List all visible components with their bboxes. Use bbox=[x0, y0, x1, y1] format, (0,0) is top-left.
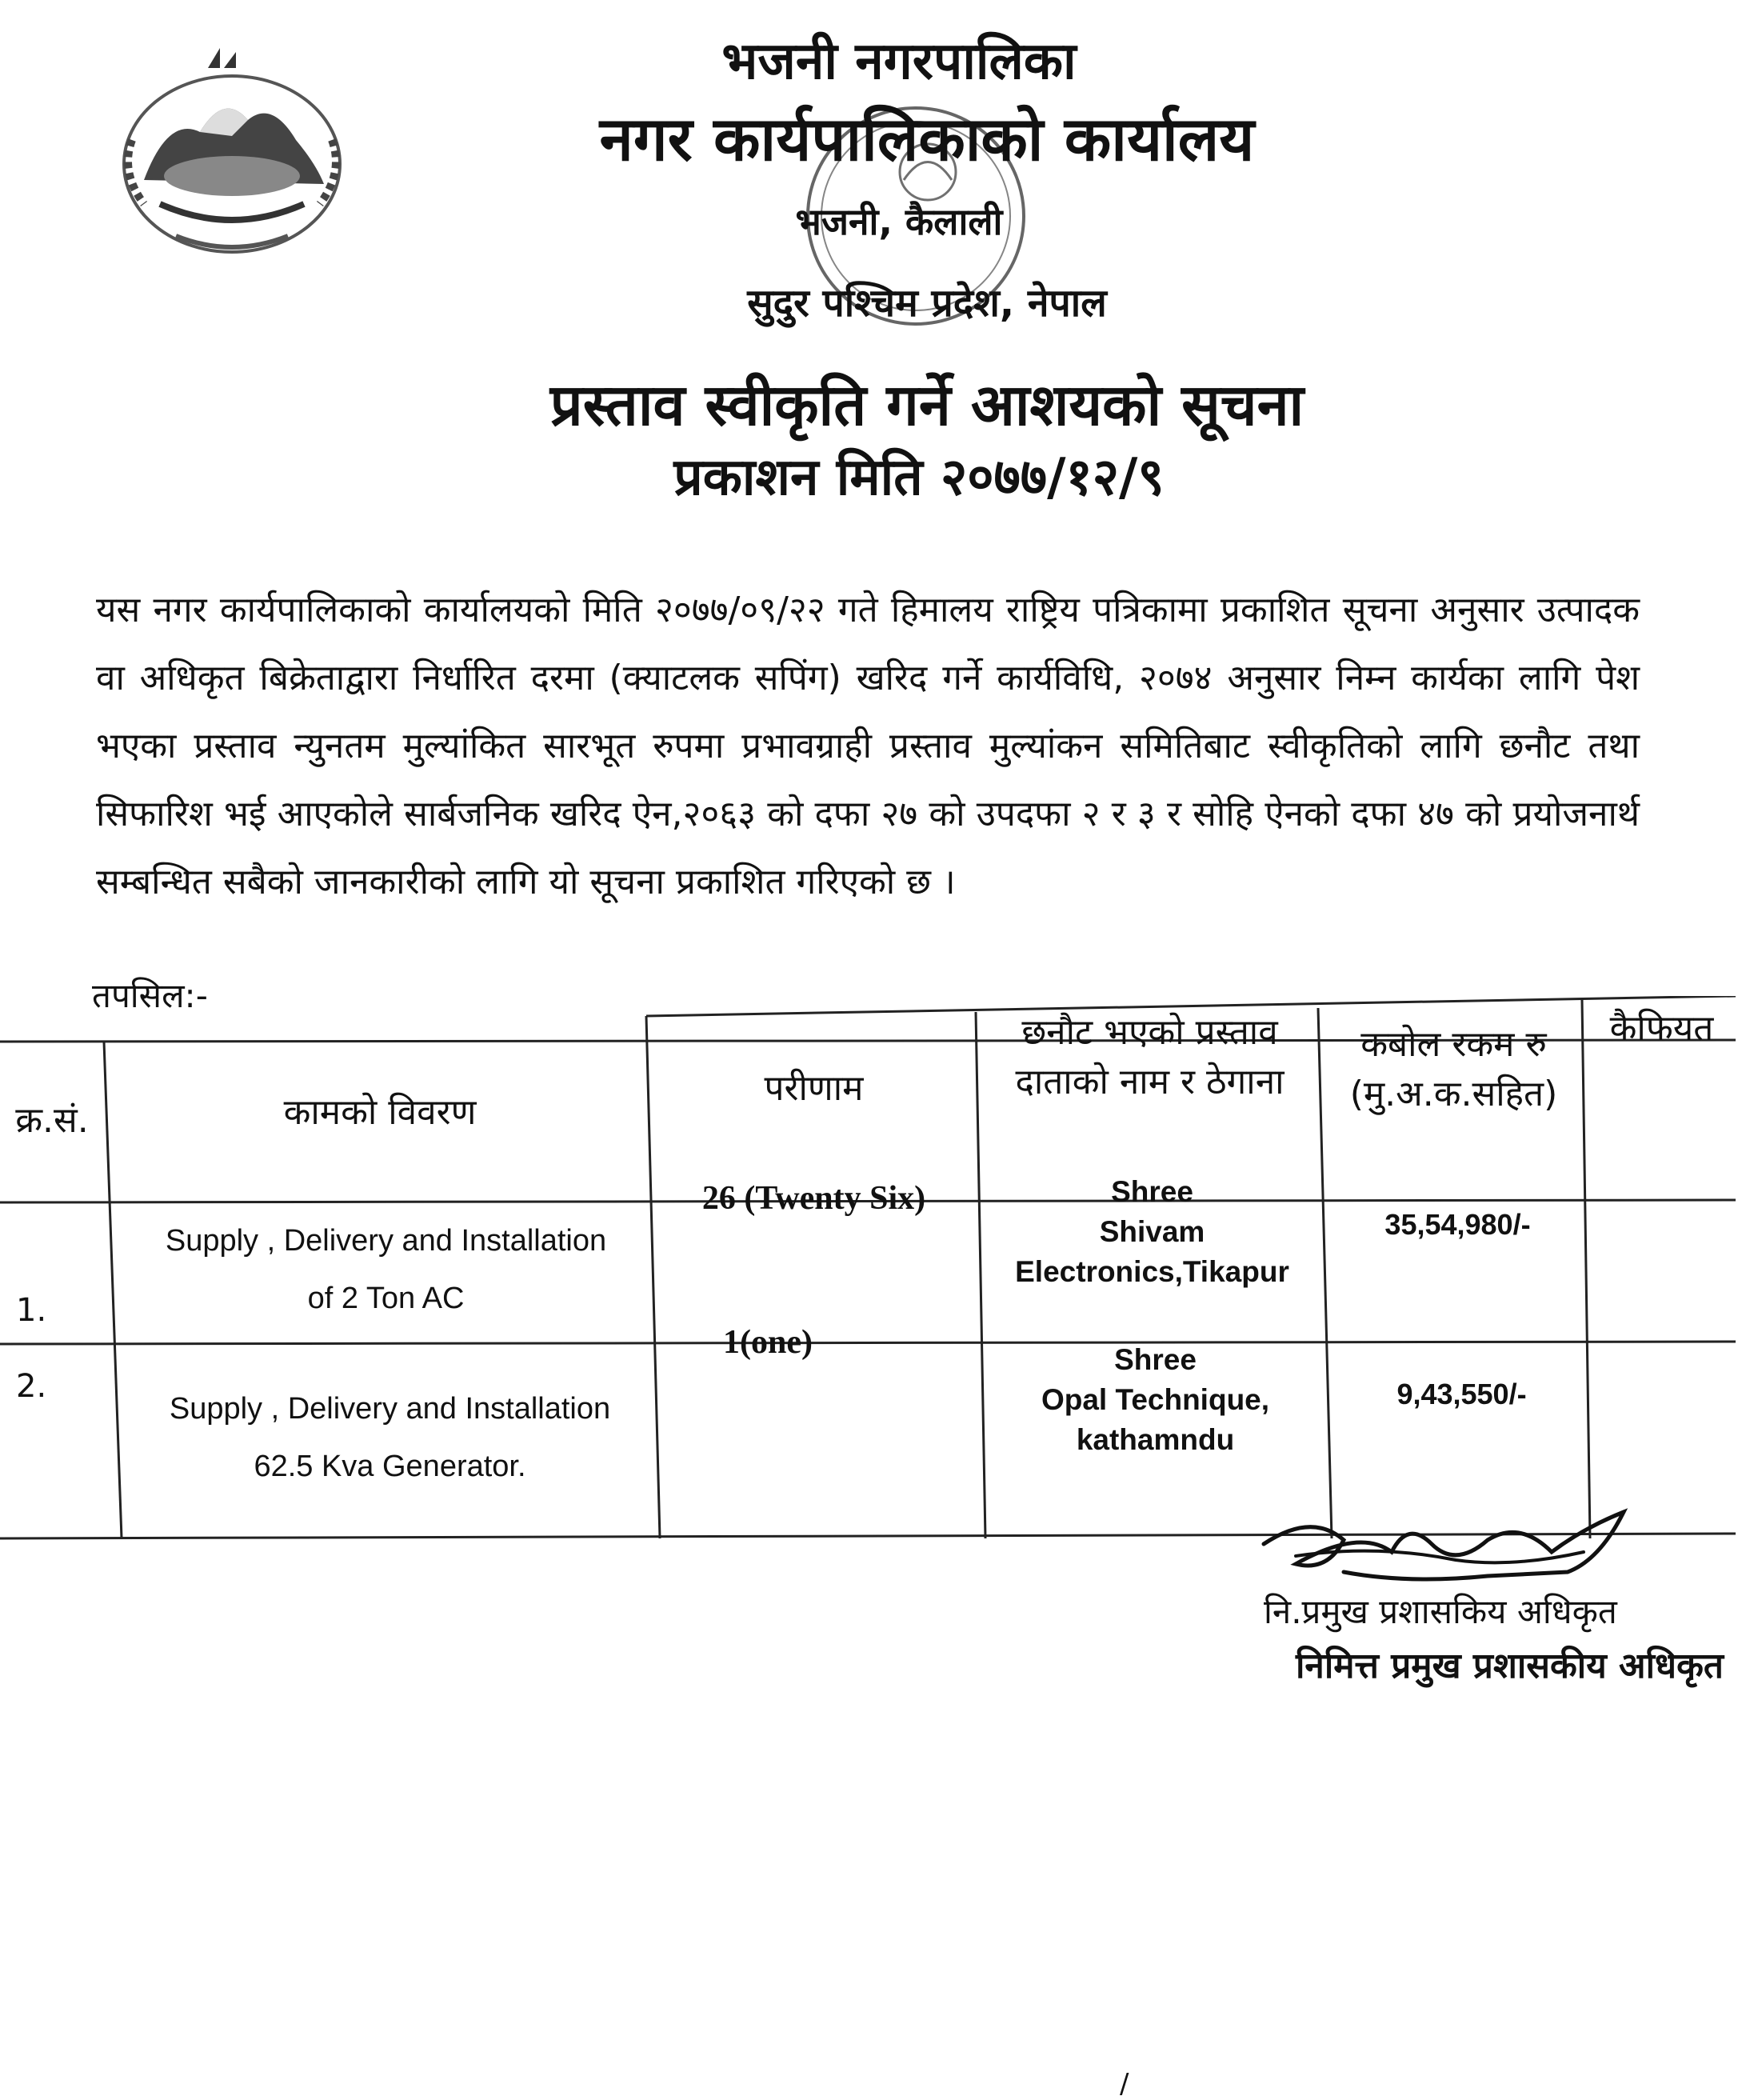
municipality-name: भजनी नगरपालिका bbox=[721, 32, 1077, 91]
row1-amount: 35,54,980/- bbox=[1384, 1208, 1531, 1241]
signatory-title: नि.प्रमुख प्रशासकिय अधिकृत bbox=[1264, 1592, 1617, 1631]
row2-description-line2: 62.5 Kva Generator. bbox=[254, 1450, 526, 1483]
office-name: नगर कार्यपालिकाको कार्यालय bbox=[599, 103, 1255, 174]
header-quantity: परीणाम bbox=[764, 1068, 864, 1109]
header-remarks: कैफियत bbox=[1609, 1008, 1714, 1049]
row2-bidder-line1: Shree bbox=[1114, 1343, 1197, 1376]
row2-sn: 2. bbox=[16, 1368, 47, 1405]
row1-description bbox=[120, 1212, 652, 1327]
signatory-stamp-title: निमित्त प्रमुख प्रशासकीय अधिकृत bbox=[1296, 1646, 1724, 1686]
row1-bidder bbox=[982, 1172, 1322, 1292]
row1-description-line1: Supply , Delivery and Installation bbox=[165, 1224, 607, 1258]
row2-amount: 9,43,550/- bbox=[1396, 1378, 1527, 1410]
details-label: तपसिल:- bbox=[92, 976, 208, 1015]
page-mark: / bbox=[1120, 2068, 1129, 2100]
publish-date: प्रकाशन मिति २०७७/१२/९ bbox=[673, 448, 1165, 507]
row1-bidder-line1: Shree bbox=[1111, 1175, 1193, 1208]
row1-bidder-line2: Shivam bbox=[1099, 1215, 1205, 1248]
row2-bidder-line2: Opal Technique, bbox=[1041, 1383, 1270, 1416]
header-description: कामको विवरण bbox=[283, 1092, 477, 1133]
row2-bidder-line3: kathamndu bbox=[1076, 1423, 1235, 1456]
row1-bidder-line3: Electronics,Tikapur bbox=[1015, 1255, 1289, 1288]
signature-icon bbox=[1248, 1496, 1664, 1600]
row1-quantity: 26 (Twenty Six) bbox=[701, 1180, 926, 1217]
notice-title: प्रस्ताव स्वीकृति गर्ने आशयको सूचना bbox=[549, 371, 1305, 438]
row2-quantity: 1(one) bbox=[723, 1324, 813, 1361]
province-line: सुदुर पश्चिम प्रदेश, नेपाल bbox=[747, 281, 1107, 326]
notice-body: यस नगर कार्यपालिकाको कार्यालयको मिति २०७७/०९/२२ गते हिमालय राष्ट्रिय पत्रिकामा प्रकाशित सूचना अनुसार उत्पादक वा अधिकृत बिक्रेताद्वारा निर्धारित दरमा (क्याटलक सपिंग) खरिद गर्ने कार्यविधि, २०७४ अनुसार निम्न कार्यका लागि पेश भएका प्रस्ताव न्युनतम मुल्यांकित सारभूत रुपमा प्रभावग्राही प्रस्ताव मुल्यांकन समितिबाट स्वीकृतिको लागि छनौट तथा सिफारिश भई आएकोले सार्बजनिक खरिद ऐन,२०६३ को दफा २७ को उपदफा २ र ३ र सोहि ऐनको दफा ४७ को प्रयोजनार्थ सम्बन्धित सबैको जानकारीको लागि यो सूचना प्रकाशित गरिएको छ । bbox=[96, 590, 1640, 902]
header-bidder: छनौट भएको प्रस्ताव दाताको नाम र ठेगाना bbox=[1015, 1012, 1285, 1102]
row1-description-line2: of 2 Ton AC bbox=[307, 1282, 465, 1315]
header-amount: कबोल रकम रु (मु.अ.क.सहित) bbox=[1349, 1024, 1558, 1114]
row1-sn: 1. bbox=[16, 1292, 47, 1329]
row2-bidder bbox=[985, 1340, 1325, 1460]
row2-description-line1: Supply , Delivery and Installation bbox=[169, 1392, 611, 1426]
row2-description bbox=[124, 1380, 656, 1495]
award-table bbox=[0, 996, 1736, 1540]
office-address: भजनी, कैलाली bbox=[795, 200, 1003, 243]
header-sn: क्र.सं. bbox=[15, 1100, 89, 1141]
